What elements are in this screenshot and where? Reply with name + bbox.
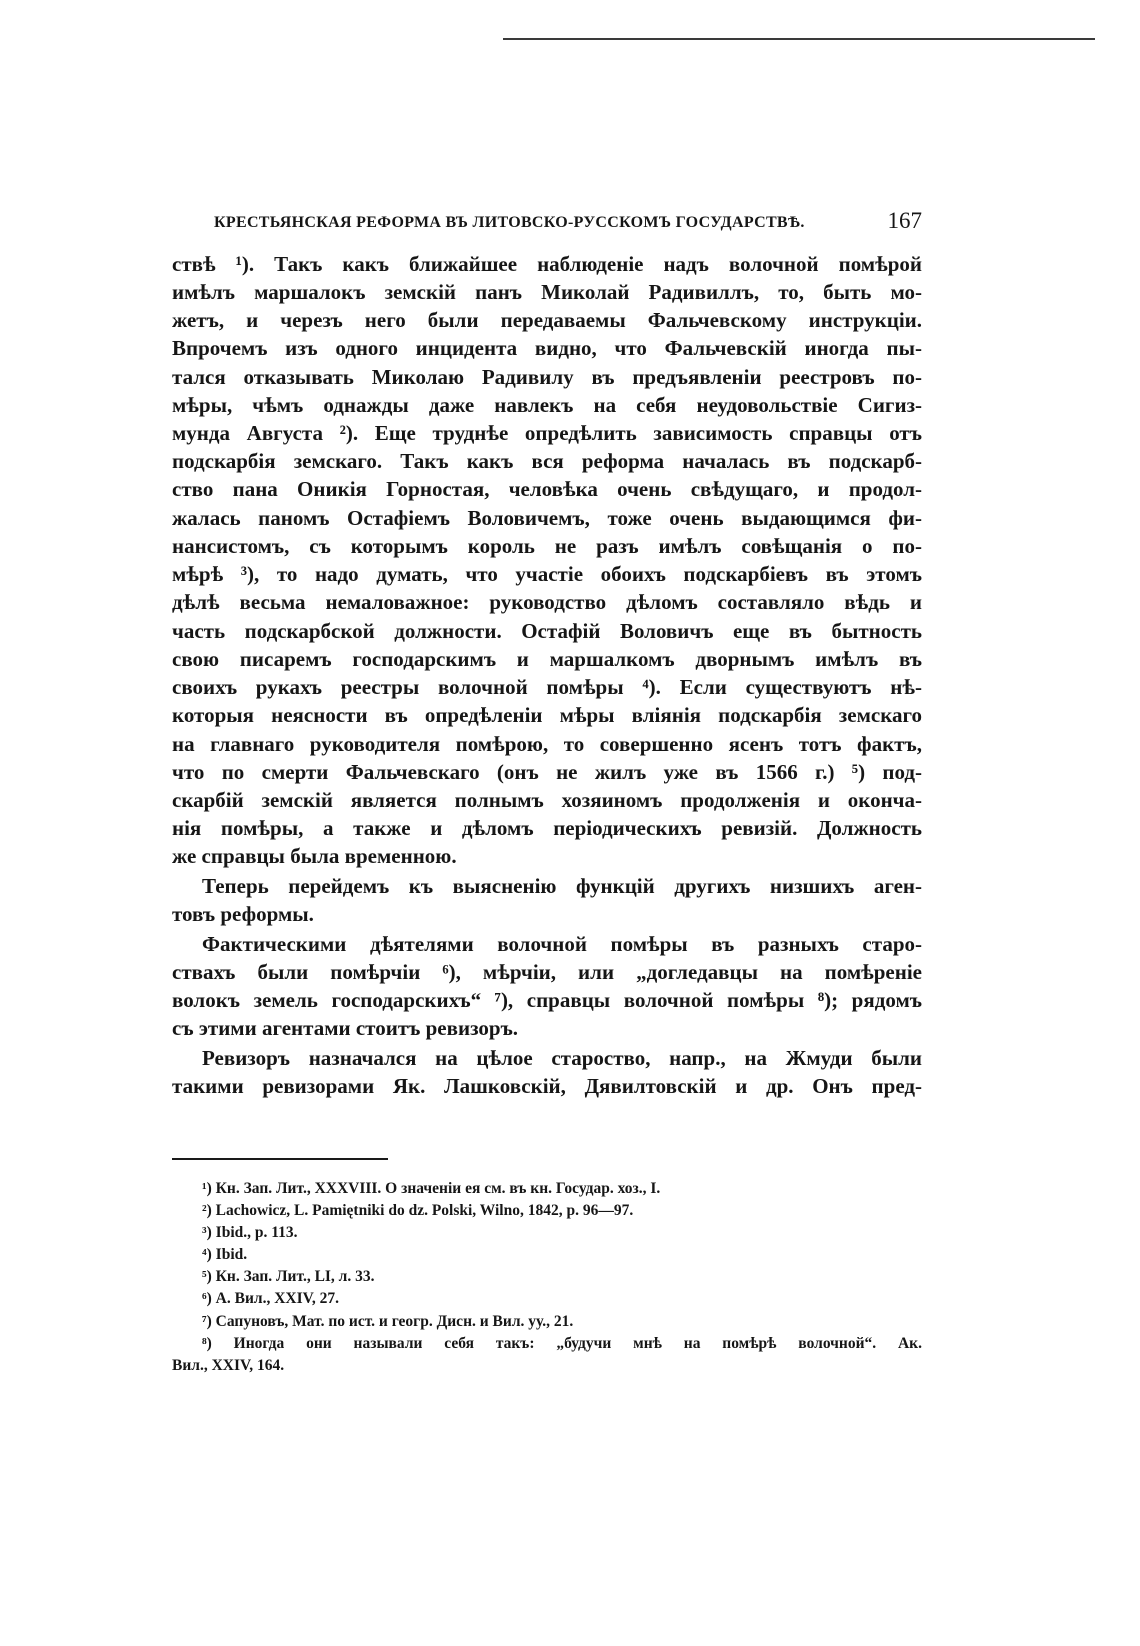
text-line: Впрочемъ изъ одного инцидента видно, что Фальчевскій иногда пы- <box>172 336 922 360</box>
text-line: же справцы была временною. <box>172 844 457 868</box>
footnote: ³) Ibid., p. 113. <box>202 1224 298 1241</box>
text-line: дѣлѣ весьма немаловажное: руководство дѣломъ составляло вѣдь и <box>172 590 922 614</box>
footnote: ⁴) Ibid. <box>202 1246 248 1263</box>
text-line: нансистомъ, съ которымъ король не разъ имѣлъ совѣщанія о по- <box>172 534 922 558</box>
text-line: мѣры, чѣмъ однажды даже навлекъ на себя неудовольствіе Сигиз- <box>172 393 922 417</box>
footnote: ¹) Кн. Зап. Лит., XXXVIII. О значеніи ея см. въ кн. Государ. хоз., I. <box>202 1180 661 1197</box>
text-line: волокъ земель господарскихъ“ ⁷), справцы волочной помѣры ⁸); рядомъ <box>172 988 922 1012</box>
footnote: ⁵) Кн. Зап. Лит., LI, л. 33. <box>202 1268 375 1285</box>
footnote-continuation: Вил., XXIV, 164. <box>172 1357 285 1374</box>
text-line: ствѣ ¹). Такъ какъ ближайшее наблюденіе надъ волочной помѣрой <box>172 252 922 276</box>
text-line: имѣлъ маршалокъ земскій панъ Миколай Радивиллъ, то, быть мо- <box>172 280 922 304</box>
text-line: товъ реформы. <box>172 902 314 926</box>
paragraph-first-line: Ревизоръ назначался на цѣлое староство, напр., на Жмуди были <box>202 1046 922 1070</box>
text-line: нія помѣры, а также и дѣломъ періодическихъ ревизій. Должность <box>172 816 922 840</box>
text-line: мунда Августа ²). Еще труднѣе опредѣлить зависимость справцы отъ <box>172 421 922 445</box>
text-line: на главнаго руководителя помѣрою, то совершенно ясенъ тотъ фактъ, <box>172 732 922 756</box>
text-line: подскарбія земскаго. Такъ какъ вся реформа началась въ подскарб- <box>172 449 922 473</box>
text-line: что по смерти Фальчевскаго (онъ не жилъ уже въ 1566 г.) ⁵) под- <box>172 760 922 784</box>
text-line: часть подскарбской должности. Остафій Воловичъ еще въ бытность <box>172 619 922 643</box>
running-header <box>214 208 922 238</box>
footnote: ²) Lachowicz, L. Pamiętniki do dz. Polski, Wilno, 1842, p. 96—97. <box>202 1202 634 1219</box>
text-line: своихъ рукахъ реестры волочной помѣры ⁴). Если существуютъ нѣ- <box>172 675 922 699</box>
text-line: тался отказывать Миколаю Радивилу въ предъявленіи реестровъ по- <box>172 365 922 389</box>
paragraph-first-line: Теперь перейдемъ къ выясненію функцій другихъ низшихъ аген- <box>202 874 922 898</box>
paragraph-first-line: Фактическими дѣятелями волочной помѣры въ разныхъ старо- <box>202 932 922 956</box>
text-line: которыя неясности въ опредѣленіи мѣры вліянія подскарбія земскаго <box>172 703 922 727</box>
text-line: жалась паномъ Остафіемъ Воловичемъ, тоже очень выдающимся фи- <box>172 506 922 530</box>
top-scan-rule <box>503 38 1095 40</box>
footnote: ⁷) Сапуновъ, Мат. по ист. и геогр. Дисн. и Вил. уу., 21. <box>202 1313 574 1330</box>
page-number: 167 <box>887 208 922 233</box>
text-line: ство пана Оникія Горностая, человѣка очень свѣдущаго, и продол- <box>172 477 922 501</box>
running-title: КРЕСТЬЯНСКАЯ РЕФОРМА ВЪ ЛИТОВСКО-РУССКОМЪ ГОСУДАРСТВѢ. <box>214 214 805 231</box>
text-line: свою писаремъ господарскимъ и маршалкомъ дворнымъ имѣлъ въ <box>172 647 922 671</box>
footnote: ⁶) А. Вил., XXIV, 27. <box>202 1290 339 1307</box>
text-line: мѣрѣ ³), то надо думать, что участіе обоихъ подскарбіевъ въ этомъ <box>172 562 922 586</box>
footnote: ⁸) Иногда они называли себя такъ: „будучи мнѣ на помѣрѣ волочной“. Ак. <box>202 1335 922 1352</box>
text-line: такими ревизорами Як. Лашковскій, Дявилтовскій и др. Онъ пред- <box>172 1074 922 1098</box>
footnote-separator <box>172 1158 388 1160</box>
text-line: жетъ, и черезъ него были передаваемы Фальчевскому инструкціи. <box>172 308 922 332</box>
text-line: ствахъ были помѣрчіи ⁶), мѣрчіи, или „догледавцы на помѣреніе <box>172 960 922 984</box>
text-line: скарбій земскій является полнымъ хозяиномъ продолженія и оконча- <box>172 788 922 812</box>
text-line: съ этими агентами стоитъ ревизоръ. <box>172 1016 519 1040</box>
